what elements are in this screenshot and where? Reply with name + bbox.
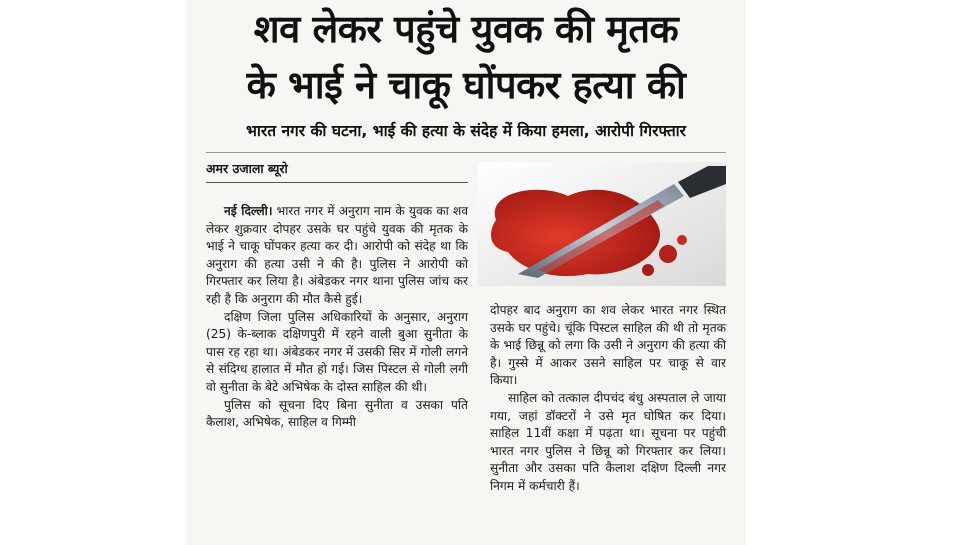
headline-line-2: के भाई ने चाकू घोंपकर हत्या की: [246, 63, 686, 107]
newspaper-clipping: [186, 0, 746, 545]
article-column-left: [206, 203, 468, 432]
paragraph: दक्षिण जिला पुलिस अधिकारियों के अनुसार, अनुराग (25) के-ब्लाक दक्षिणपुरी में रहने वाली बुआ सुनीता के पास रह रहा था। अंबेडकर नगर में उसकी सिर में गोली लगने से संदिग्ध हालात में मौत हो गई। जिस पिस्टल से गोली लगी वो सुनीता के बेटे अभिषेक के दोस्त साहिल की थी।: [206, 309, 468, 394]
bloody-knife-icon: [478, 162, 726, 286]
knife-photo: [478, 162, 726, 286]
byline-divider: [206, 182, 468, 183]
paragraph: दोपहर बाद अनुराग का शव लेकर भारत नगर स्थित उसके घर पहुंचे। चूंकि पिस्टल साहिल की थी तो मृतक के भाई छिन्नू को लगा कि उसी ने अनुराग की हत्या की है। गुस्से में आकर उसने साहिल पर चाकू से वार किया।: [490, 303, 726, 388]
paragraph: पुलिस को सूचना दिए बिना सुनीता व उसका पति कैलाश, अभिषेक, साहिल व गिम्मी: [206, 397, 468, 430]
dateline: नई दिल्ली।: [224, 204, 273, 218]
paragraph-text: भारत नगर में अनुराग नाम के युवक का शव लेकर शुक्रवार दोपहर उसके घर पहुंचे युवक की मृतक के भाई ने चाकू घोंपकर हत्या कर दी। आरोपी को संदेह था कि अनुराग की हत्या उसी ने की है। पुलिस ने आरोपी को गिरफ्तार कर लिया है। अंबेडकर नगर थाना पुलिस जांच कर रही है कि अनुराग की मौत कैसे हुई।: [206, 204, 469, 306]
article-column-right: [490, 302, 726, 496]
headline-line-1: शव लेकर पहुंचे युवक की मृतक: [253, 7, 679, 51]
paragraph: [206, 203, 468, 309]
paragraph: साहिल को तत्काल दीपचंद बंधु अस्पताल ले जाया गया, जहां डॉक्टरों ने उसे मृत घोषित कर दिया। साहिल 11वीं कक्षा में पढ़ता था। सूचना पर पहुंची भारत नगर पुलिस ने छिन्नू को गिरफ्तार कर लिया। सुनीता और उसका पति कैलाश दक्षिण दिल्ली नगर निगम में कर्मचारी हैं।: [490, 390, 726, 493]
byline: अमर उजाला ब्यूरो: [206, 161, 288, 176]
subheadline: भारत नगर की घटना, भाई की हत्या के संदेह में किया हमला, आरोपी गिरफ्तार: [245, 122, 687, 140]
divider: [206, 152, 726, 153]
